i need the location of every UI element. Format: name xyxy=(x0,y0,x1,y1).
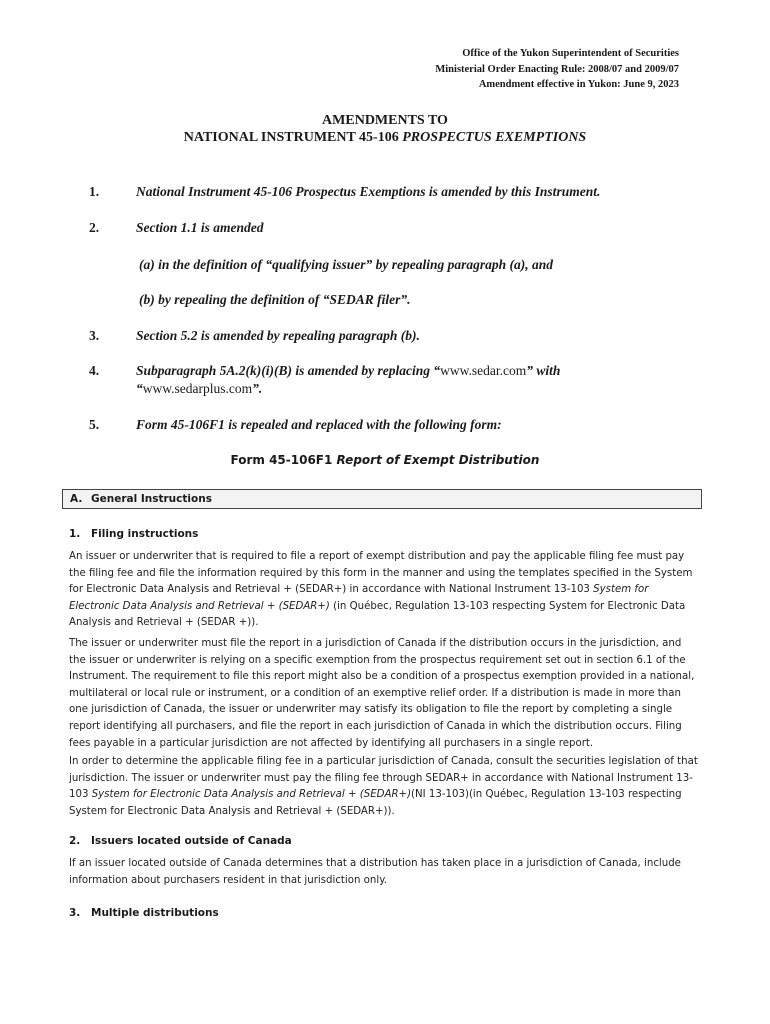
subsection-3-heading xyxy=(69,906,219,920)
amendment-3-text: Section 5.2 is amended by repealing paragraph (b). xyxy=(136,328,420,343)
subsection-3-title: Multiple distributions xyxy=(91,907,219,919)
header-effective-date: Amendment effective in Yukon: June 9, 2023 xyxy=(478,79,679,90)
amendment-4-text-a: Subparagraph 5A.2(k)(i)(B) is amended by replacing “ xyxy=(136,363,441,378)
amendment-4-new-url: www.sedarplus.com xyxy=(142,381,253,396)
subsection-1-title: Filing instructions xyxy=(91,528,199,540)
amendment-4-open-quote: “ xyxy=(136,381,143,396)
amendment-2-number: 2. xyxy=(89,220,100,235)
form-title-prefix: Form 45-106F1 xyxy=(230,453,337,467)
paragraph-filing-1-italic: System for Electronic Data Analysis and Retrieval + (SEDAR+) xyxy=(69,584,649,612)
header-office: Office of the Yukon Superintendent of Securities xyxy=(462,48,679,59)
title-line2-prefix: NATIONAL INSTRUMENT 45-106 xyxy=(183,130,403,145)
paragraph-filing-3-a: In order to determine the applicable filing fee in a particular jurisdiction of Canada, consult the securities legislation of that jurisdiction. The issuer or underwriter must pay the filing fee through SEDAR+ in accordance with National Instrument 13-103 xyxy=(69,756,698,801)
amendment-1-text: National Instrument 45-106 Prospectus Exemptions is amended by this Instrument. xyxy=(136,184,601,199)
paragraph-filing-3-italic: System for Electronic Data Analysis and Retrieval + (SEDAR+) xyxy=(91,789,412,801)
subsection-3-number: 3. xyxy=(69,907,81,919)
amendment-5-text: Form 45-106F1 is repealed and replaced with the following form: xyxy=(136,417,502,432)
amendment-4-close-quote: ”. xyxy=(252,381,263,396)
amendment-4-old-url: www.sedar.com xyxy=(440,363,527,378)
section-a-letter: A. xyxy=(70,493,83,505)
section-a-header xyxy=(62,489,702,509)
header-ministerial-order: Ministerial Order Enacting Rule: 2008/07 and 2009/07 xyxy=(435,63,679,75)
paragraph-filing-1-c: (in Québec, Regulation 13-103 respecting System for Electronic Data Analysis and Retrieval + (SEDAR +)). xyxy=(69,600,686,629)
amendment-4-number: 4. xyxy=(89,363,100,378)
subsection-2-title: Issuers located outside of Canada xyxy=(91,835,292,847)
subsection-1-number: 1. xyxy=(69,528,81,540)
paragraph-filing-2: The issuer or underwriter must file the report in a jurisdiction of Canada if the distribution occurs in the jurisdiction, and the issuer or underwriter is relying on a specific exemption from the prospectus requirement set out in section 6.1 of the Instrument. The requirement to file this report might also be a condition of a prospectus exemption provided in a national, multilateral or local rule or instrument, or a condition of an exemptive relief order. If a distribution is made in more than one jurisdiction of Canada, the issuer or underwriter may satisfy its obligation to file the report by completing a single report identifying all purchasers, and file the report in each jurisdiction of Canada in which the distribution occurs. Filing fees payable in a particular jurisdiction are not affected by identifying all purchasers in a single report. xyxy=(69,638,695,749)
form-title-italic: Report of Exempt Distribution xyxy=(336,453,540,467)
amendment-4-text-b: ” with xyxy=(526,363,561,378)
paragraph-filing-3-c: (NI 13-103)(in Québec, Regulation 13-103 respecting System for Electronic Data Analysis and Retrieval + (SEDAR+)). xyxy=(69,789,682,817)
amendment-2-sub-b: (b) by repealing the definition of “SEDAR filer”. xyxy=(139,292,411,307)
paragraph-filing-1-a: An issuer or underwriter that is required to file a report of exempt distribution and pay the applicable filing fee must pay the filing fee and file the information required by this form in the manner and using the templates specified in the System for Electronic Data Analysis and Retrieval + (SEDAR+) in accordance with National Instrument 13-103 xyxy=(69,551,693,596)
form-title xyxy=(0,452,770,468)
amendment-5-number: 5. xyxy=(89,417,100,432)
subsection-2-number: 2. xyxy=(69,835,81,847)
title-line2-italic: PROSPECTUS EXEMPTIONS xyxy=(402,130,587,145)
amendment-2-text: Section 1.1 is amended xyxy=(136,220,264,235)
title-line1: AMENDMENTS TO xyxy=(322,113,448,128)
title-line2 xyxy=(0,129,770,146)
amendment-3-number: 3. xyxy=(89,328,100,343)
amendment-2-sub-a: (a) in the definition of “qualifying issuer” by repealing paragraph (a), and xyxy=(139,257,554,272)
amendment-4-text xyxy=(136,362,560,379)
section-a-title: General Instructions xyxy=(91,493,212,505)
paragraph-filing-1 xyxy=(69,549,699,632)
paragraph-filing-3 xyxy=(69,754,699,820)
subsection-1-heading xyxy=(69,527,198,541)
document-header xyxy=(435,46,679,93)
amendment-4-text-line2 xyxy=(136,380,262,397)
paragraph-outside-canada: If an issuer located outside of Canada determines that a distribution has taken place in a jurisdiction of Canada, include information about purchasers resident in that jurisdiction only. xyxy=(69,858,681,886)
document-title xyxy=(0,112,770,146)
amendment-1-number: 1. xyxy=(89,184,100,199)
subsection-2-heading xyxy=(69,834,292,848)
